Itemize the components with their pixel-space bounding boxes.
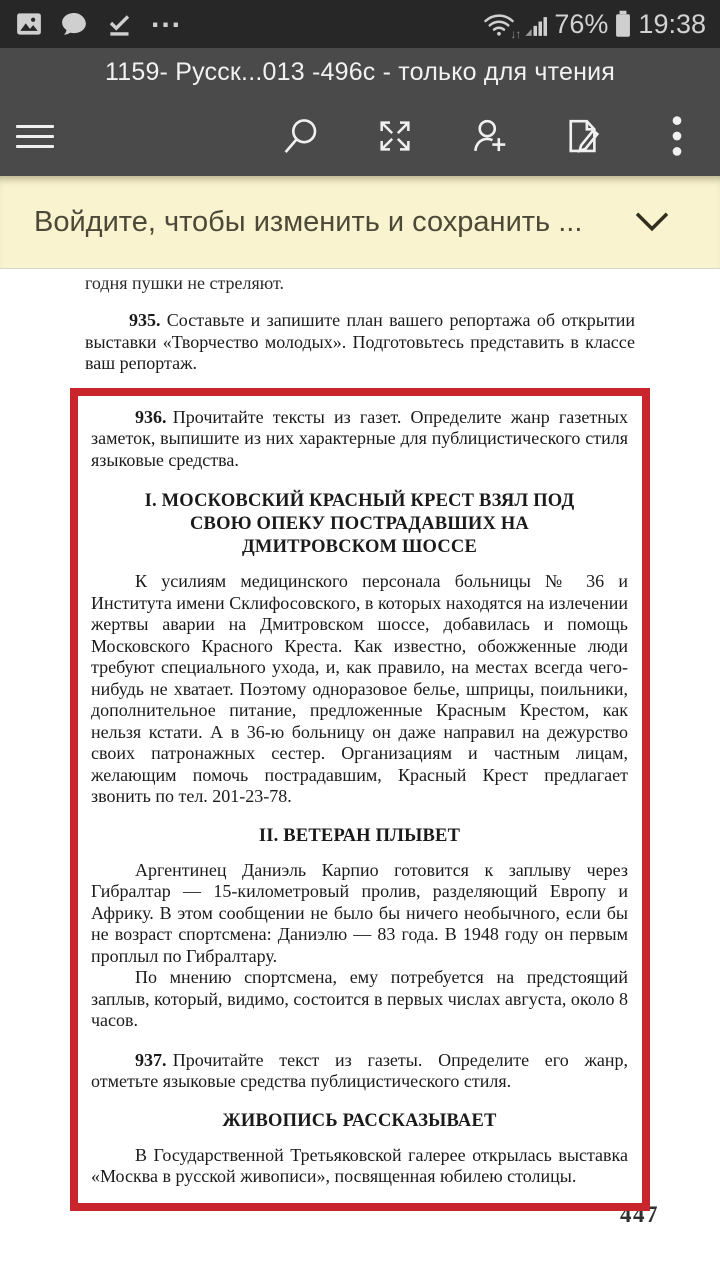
fullscreen-button[interactable] — [374, 113, 416, 159]
signal-icon — [523, 9, 549, 39]
battery-icon — [613, 9, 633, 39]
document-title: 1159- Русск...013 -496с - только для чтения — [105, 57, 615, 86]
page-number: 447 — [620, 1201, 659, 1227]
chevron-down-icon — [634, 211, 670, 233]
sign-in-message: Войдите, чтобы изменить и сохранить ... — [34, 205, 583, 238]
banner-collapse-button[interactable] — [634, 211, 670, 233]
article-2-paragraph-1: Аргентинец Даниэль Карпио готовится к заплыву через Гибралтар — 15-километровый пролив, разделяющий Европу и Африку. В этом сообщении не было бы ничего необычного, если бы не возраст спортсмена: Даниэлю — 83 года. В 1948 году он первым проплыл по Гибралтару. — [91, 859, 628, 966]
red-highlight-box — [70, 388, 659, 1227]
status-bar — [0, 0, 720, 48]
title-bar — [0, 48, 720, 96]
exercise-936: 936. Прочитайте тексты из газет. Определите жанр газетных заметок, выпишите из них характерные для публицистического стиля языковые средства. — [91, 406, 628, 470]
fullscreen-icon — [375, 116, 415, 156]
article-2-heading: II. ВЕТЕРАН ПЛЫВЕТ — [258, 825, 461, 846]
article-2-paragraph-2: По мнению спортсмена, ему потребуется на предстоящий заплыв, который, видимо, состоится в первых числах августа, около 8 часов. — [91, 967, 628, 1030]
status-indicators — [482, 9, 706, 40]
exercise-935: 935. Составьте и запишите план вашего репортажа об открытии выставки «Творчество молодых». Подготовьтесь представить в классе ваш репортаж. — [85, 310, 635, 373]
chat-icon — [59, 9, 89, 39]
more-notifications-indicator: ... — [151, 1, 183, 34]
search-icon — [280, 114, 322, 158]
search-button[interactable] — [280, 113, 322, 159]
gallery-icon — [14, 9, 44, 39]
exercise-number: 937. — [135, 1049, 167, 1070]
check-icon — [104, 9, 136, 39]
overflow-menu-button[interactable] — [656, 113, 698, 159]
add-person-button[interactable] — [468, 113, 510, 159]
exercise-number: 936. — [135, 406, 167, 427]
notification-icons — [14, 1, 183, 39]
overflow-icon — [671, 115, 683, 157]
edit-icon — [562, 114, 604, 158]
add-person-icon — [468, 114, 510, 158]
article-1-body: К усилиям медицинского персонала больницы № 36 и Института имени Склифосовского, в которых находятся на излечении жертвы аварии на Дмитровском шоссе, добавилась и помощь Московского Красного Креста. Как известно, обожженные люди требуют специального ухода, и, как правило, на местах всегда чего-нибудь не хватает. Поэтому одноразовое белье, шприцы, поильники, дополнительное питание, предложенные Красным Крестом, как нельзя кстати. А в 36-ю больницу он даже направил на дежурство своих патронажных сестер. Организациям и частным лицам, желающим помочь пострадавшим, Красный Крест предлагает звонить по тел. 201-23-78. — [91, 571, 628, 806]
wifi-icon — [482, 9, 521, 41]
exercise-number: 935. — [129, 310, 161, 330]
toolbar — [0, 96, 720, 176]
clock: 19:38 — [638, 8, 706, 39]
article-3-body: В Государственной Третьяковской галерее открылась выставка «Москва в русской живописи», посвященная юбилею столицы. — [91, 1144, 628, 1186]
sign-in-banner[interactable] — [0, 176, 720, 269]
paragraph-fragment: годня пушки не стреляют. — [85, 273, 285, 293]
menu-button[interactable] — [16, 125, 54, 148]
edit-button[interactable] — [562, 113, 604, 159]
article-1-heading: I. МОСКОВСКИЙ КРАСНЫЙ КРЕСТ ВЗЯЛ ПОД СВОЮ ОПЕКУ ПОСТРАДАВШИХ НА ДМИТРОВСКОМ ШОССЕ — [144, 491, 575, 557]
wifi-traffic-arrows: ↓↑ — [510, 27, 521, 41]
document-page[interactable] — [0, 269, 720, 1280]
battery-percent: 76% — [554, 8, 609, 39]
exercise-937: 937. Прочитайте текст из газеты. Определите его жанр, отметьте языковые средства публицистического стиля. — [91, 1049, 628, 1091]
article-3-heading: ЖИВОПИСЬ РАССКАЗЫВАЕТ — [222, 1110, 497, 1131]
